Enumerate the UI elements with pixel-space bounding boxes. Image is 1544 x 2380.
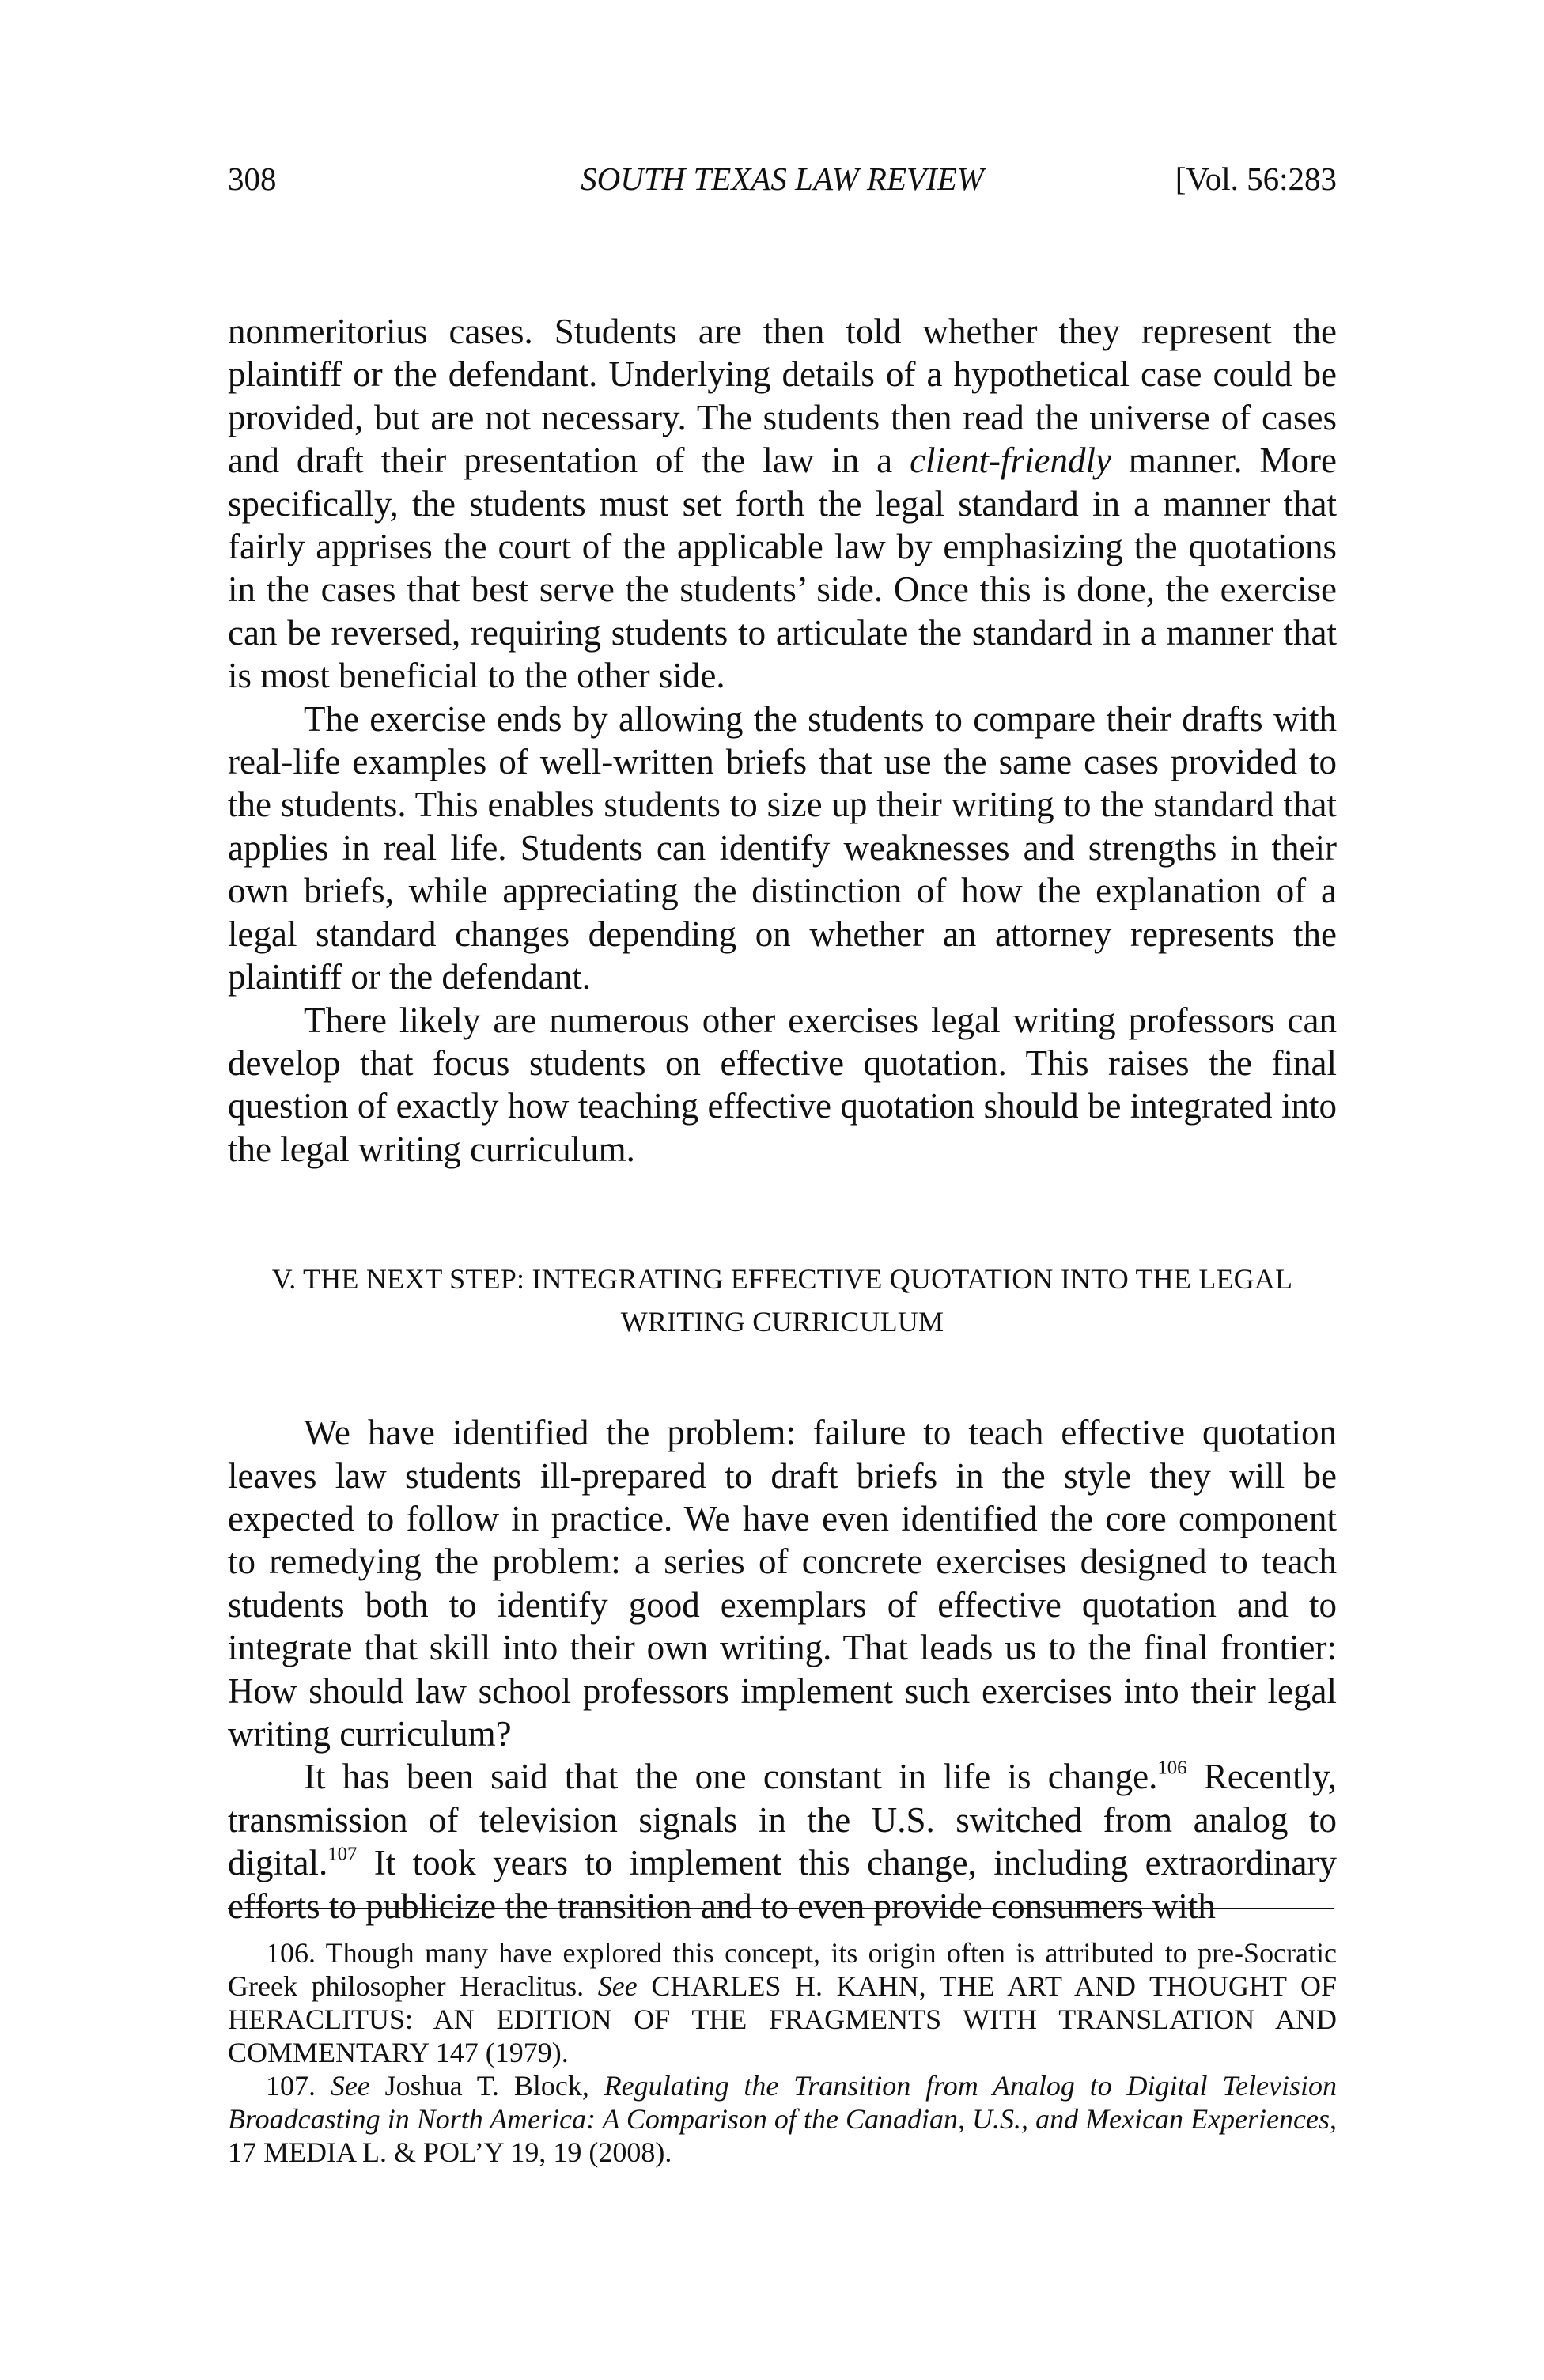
emphasis-client-friendly: client-friendly — [910, 441, 1111, 481]
footnote-ref-107[interactable]: 107 — [327, 1843, 358, 1865]
paragraph-4: We have identified the problem: failure to teach effective quotation leaves law students ill-prepared to draft briefs in the style they will be expected to follow in practice. We have even identified the core component to remedying the problem: a series of concrete exercises designed to teach students both to identify good exemplars of effective quotation and to integrate that skill into their own writing. That leads us to the final frontier: How should law school professors implement such exercises into their legal writing curriculum? — [228, 1413, 1337, 1754]
page-number: 308 — [228, 161, 277, 197]
running-header — [228, 155, 1337, 202]
footnote-107: 107. See Joshua T. Block, Regulating the Transition from Analog to Digital Television Broadcasting in North America: A Comparison of the Canadian, U.S., and Mexican Experiences, 17 MEDIA L. & POL’Y 19, 19 (2008). — [228, 2070, 1337, 2168]
footnote-106: 106. Though many have explored this concept, its origin often is attributed to pre-Socratic Greek philosopher Heraclitus. See CHARLES H. KAHN, THE ART AND THOUGHT OF HERACLITUS: AN EDITION OF THE FRAGMENTS WITH TRANSLATION AND COMMENTARY 147 (1979). — [228, 1937, 1337, 2068]
footnote-ref-106[interactable]: 106 — [1157, 1757, 1187, 1779]
paragraph-2: The exercise ends by allowing the students to compare their drafts with real-life examples of well-written briefs that use the same cases provided to the students. This enables students to size up their writing to the standard that applies in real life. Students can identify weaknesses and strengths in their own briefs, while appreciating the distinction of how the explanation of a legal standard changes depending on whether an attorney represents the plaintiff or the defendant. — [228, 698, 1337, 997]
footnote-divider — [228, 1908, 1334, 1909]
paragraph-5: It has been said that the one constant in life is change.$^{106}$ Recently, transmission of television signals in the U.S. switched from analog to digital.$^{107}$ It took years to implement this change, including extraordinary efforts to publicize the transition and to even provide consumers with — [228, 1757, 1337, 1926]
paragraph-1: nonmeritorius cases. Students are then told whether they represent the plaintiff or the defendant. Underlying details of a hypothetical case could be provided, but are not necessary. The students then read the universe of cases and draft their presentation of the law in a client-friendly manner. More specifically, the students must set forth the legal standard in a manner that fairly apprises the court of the applicable law by emphasizing the quotations in the cases that best serve the students’ side. Once this is done, the exercise can be reversed, requiring students to articulate the standard in a manner that is most beneficial to the other side. — [228, 312, 1338, 696]
section-heading: V. THE NEXT STEP: INTEGRATING EFFECTIVE QUOTATION INTO THE LEGAL WRITING CURRICULUM — [271, 1263, 1293, 1338]
paragraph-3: There likely are numerous other exercises legal writing professors can develop that focus students on effective quotation. This raises the final question of exactly how teaching effective quotation should be integrated into the legal writing curriculum. — [228, 1000, 1337, 1169]
footnotes — [228, 1936, 1337, 2169]
body-text — [228, 310, 1337, 1928]
volume-citation: [Vol. 56:283 — [1175, 161, 1337, 197]
journal-title: SOUTH TEXAS LAW REVIEW — [581, 161, 984, 197]
